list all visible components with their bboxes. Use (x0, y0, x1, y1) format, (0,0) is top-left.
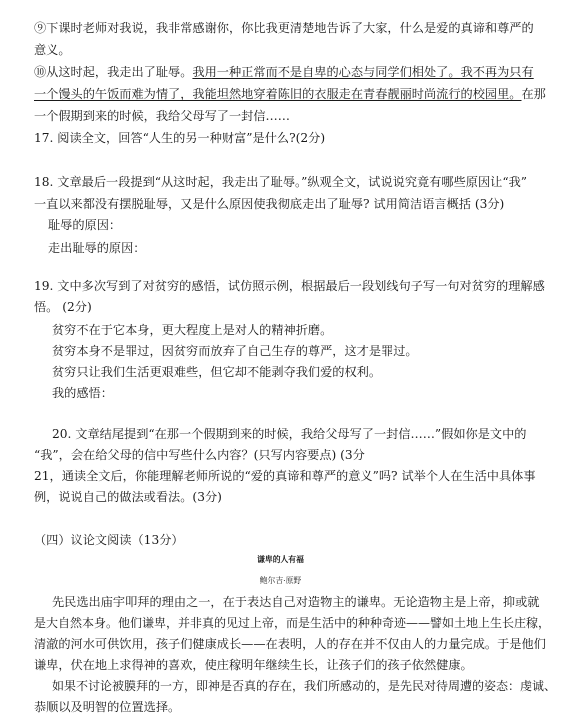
question-19-example-1: 贫穷不在于它本身，更大程度上是对人的精神折磨。 (52, 323, 333, 337)
question-17: 17. 阅读全文，回答“人生的另一种财富”是什么?(2分) (34, 131, 326, 145)
article-para2-line2: 恭顺以及明智的位置选择。 (34, 700, 181, 714)
question-19-line1: 19. 文中多次写到了对贫穷的感悟，试仿照示例，根据最后一段划线句子写一句对贫穷的理解感 (34, 279, 545, 293)
para-10-line1 (34, 64, 534, 80)
para-9-line2: 意义。 (34, 43, 71, 57)
question-18-line2: 一直以来都没有摆脱耻辱，又是什么原因使我彻底走出了耻辱? 试用简洁语言概括 (3分) (34, 197, 505, 211)
para-10-tail: 在那 (521, 87, 546, 101)
article-title: 谦卑的人有福 (257, 555, 304, 564)
para-10-line3: 一个假期到来的时候，我给父母写了一封信…… (34, 109, 290, 123)
article-para1-line3: 清澈的河水可供饮用，孩子们健康成长——在表明，人的存在并不仅由人的力量完成。于是他们 (34, 637, 546, 651)
para-10-intro: ⑩从这时起，我走出了耻辱。 (34, 65, 193, 79)
article-para1-line2: 是大自然本身。他们谦卑，并非真的见过上帝，而是生活中的种种奇迹——譬如土地上生长庄稼， (34, 616, 551, 630)
question-18-line1: 18. 文章最后一段提到“从这时起，我走出了耻辱。”纵观全文，试说说究竟有哪些原因让“我” (34, 175, 528, 189)
section-heading: （四）议论文阅读（13分） (34, 533, 184, 547)
question-19-prompt: 我的感悟： (52, 386, 113, 400)
para-9-line1: ⑨下课时老师对我说，我非常感谢你，你比我更清楚地告诉了大家，什么是爱的真谛和尊严的 (34, 21, 534, 35)
question-20-line1: 20. 文章结尾提到“在那一个假期到来的时候，我给父母写了一封信……”假如你是文中的 (52, 427, 527, 441)
question-19-line2: 悟。 (2分) (34, 300, 92, 314)
question-21-line1: 21，通读全文后，你能理解老师所说的“爱的真谛和尊严的意义”吗? 试举个人在生活中具体事 (34, 469, 536, 483)
question-18-prompt-escape: 走出耻辱的原因： (48, 241, 146, 255)
question-20-line2: “我”，会在给父母的信中写些什么内容？(只写内容要点) (3分 (34, 448, 365, 462)
question-19-example-2: 贫穷本身不是罪过，因贫穷而放弃了自己生存的尊严，这才是罪过。 (52, 344, 418, 358)
article-para1-line4: 谦卑，伏在地上求得神的喜欢，使庄稼明年继续生长，让孩子们的孩子依然健康。 (34, 658, 473, 672)
question-18-prompt-shame: 耻辱的原因： (48, 218, 122, 232)
question-19-example-3: 贫穷只让我们生活更艰难些，但它却不能剥夺我们爱的权利。 (52, 365, 382, 379)
underlined-sentence-2-end: 一个馒头的午饭而难为情了，我能坦然地穿着陈旧的衣服走在青春靓丽时尚流行的校园里。 (34, 87, 522, 101)
para-10-line2 (34, 86, 546, 102)
article-para2-line1: 如果不讨论被膜拜的一方，即神是否真的存在，我们所感动的，是先民对待周遭的姿态：虔诚、 (52, 679, 557, 693)
article-para1-line1: 先民选出庙宇叩拜的理由之一，在于表达自己对造物主的谦卑。无论造物主是上帝，抑或就 (52, 595, 540, 609)
underlined-sentence-2-start: 我不再为只有 (460, 65, 534, 79)
underlined-sentence-1: 我用一种正常而不是自卑的心态与同学们相处了。 (192, 65, 461, 79)
article-author: 鲍尔吉·原野 (259, 576, 302, 585)
question-21-line2: 例，说说自己的做法或看法。(3分) (34, 490, 222, 504)
